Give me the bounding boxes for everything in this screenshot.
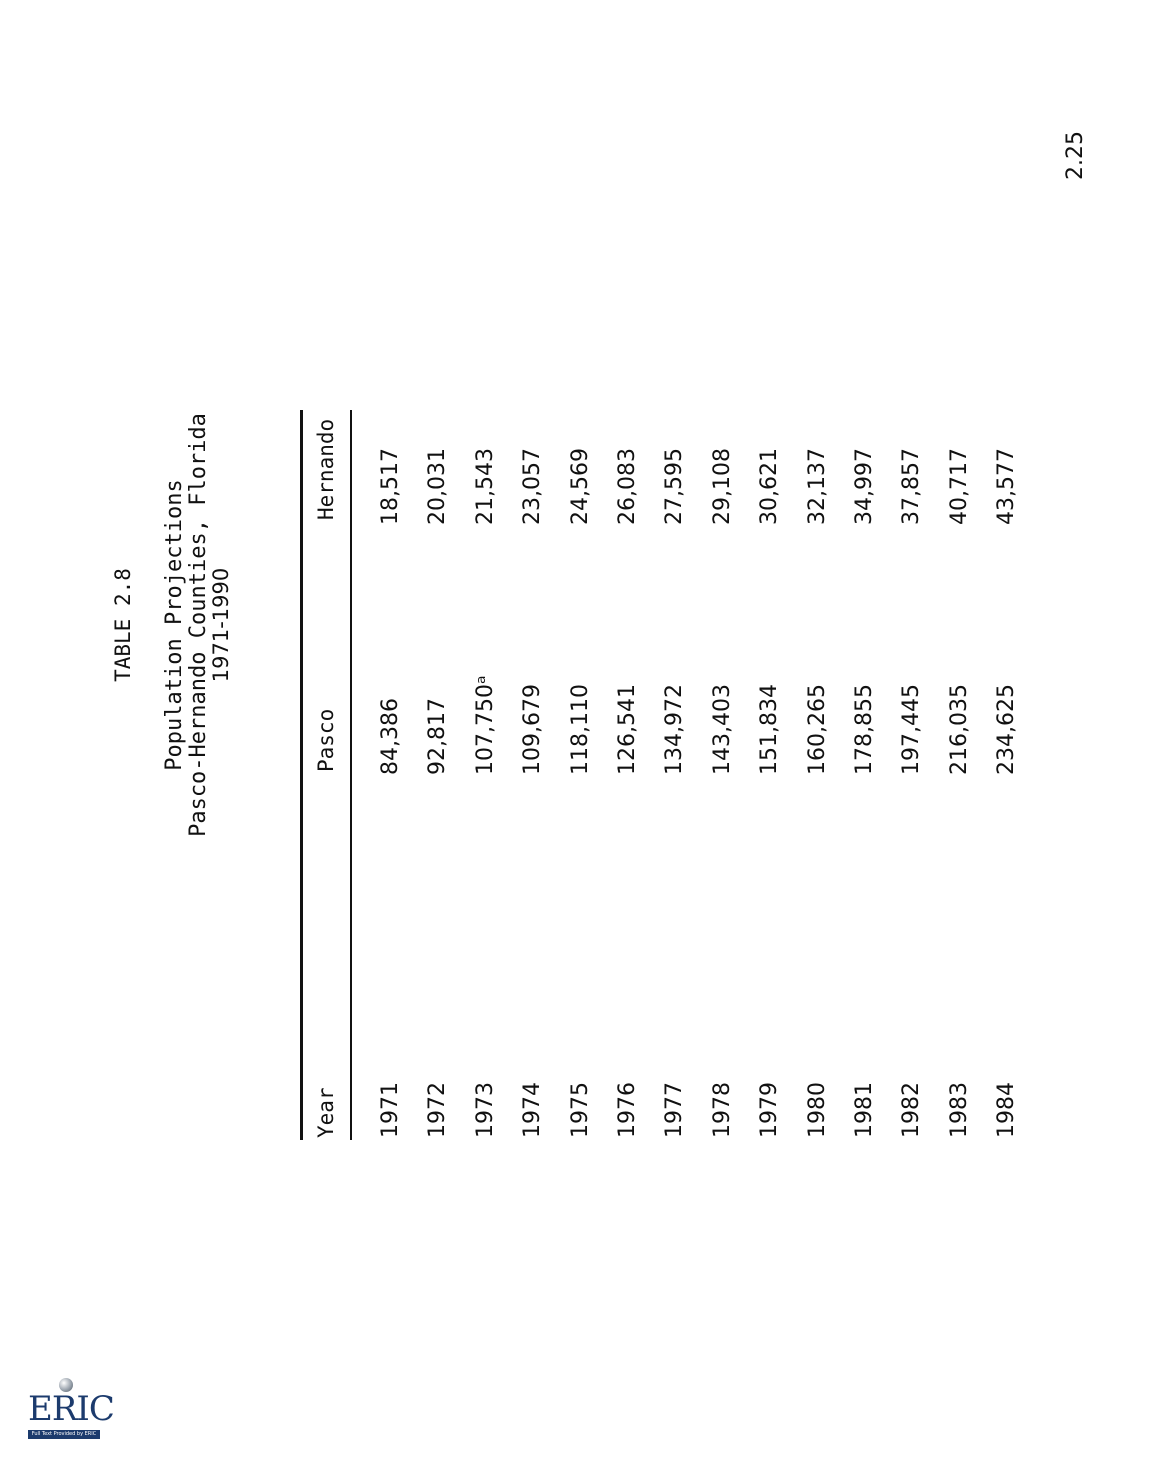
cell-pasco: 143,403: [709, 684, 735, 775]
table-header-rule: [350, 410, 352, 1140]
cell-hernando: 34,997: [851, 448, 877, 525]
cell-pasco: 84,386: [378, 698, 403, 775]
cell-pasco: 234,625: [994, 684, 1020, 775]
table-row: [805, 100, 852, 1150]
cell-year: 1982: [899, 1082, 925, 1138]
cell-year: 1978: [709, 1082, 735, 1138]
cell-hernando: 29,108: [709, 448, 735, 525]
cell-year: 1981: [851, 1082, 877, 1138]
cell-year: 1975: [567, 1082, 593, 1138]
cell-year: 1973: [472, 1082, 498, 1138]
table-row: [852, 100, 899, 1150]
cell-year: 1984: [994, 1082, 1020, 1138]
cell-hernando: 26,083: [614, 448, 640, 525]
cell-pasco: 107,750ᵃ: [472, 675, 498, 775]
cell-hernando: 18,517: [378, 448, 403, 525]
cell-year: 1983: [946, 1082, 972, 1138]
cell-hernando: 24,569: [567, 448, 593, 525]
table-body: [378, 100, 1041, 1150]
cell-hernando: 27,595: [662, 448, 688, 525]
cell-year: 1972: [425, 1082, 451, 1138]
column-header-year: Year: [314, 1087, 338, 1138]
cell-hernando: 37,857: [899, 448, 925, 525]
cell-pasco: 151,834: [757, 684, 783, 775]
cell-year: 1976: [614, 1082, 640, 1138]
cell-pasco: 118,110: [567, 684, 593, 775]
cell-pasco: 134,972: [662, 684, 688, 775]
table-subtitle: Pasco-Hernando Counties, Florida: [186, 413, 211, 837]
rotated-table-block: [110, 100, 1050, 1150]
cell-pasco: 92,817: [425, 698, 451, 775]
table-title: Population Projections: [162, 479, 187, 771]
table-row: [947, 100, 994, 1150]
cell-year: 1980: [804, 1082, 830, 1138]
table-row: [757, 100, 804, 1150]
cell-hernando: 32,137: [804, 448, 830, 525]
table-row: [662, 100, 709, 1150]
cell-hernando: 43,577: [994, 448, 1020, 525]
table-row: [994, 100, 1041, 1150]
cell-pasco: 109,679: [520, 684, 546, 775]
table-row: [378, 100, 425, 1150]
page-number: 2.25: [1063, 131, 1088, 180]
table-row: [425, 100, 472, 1150]
cell-year: 1971: [378, 1082, 403, 1138]
cell-pasco: 216,035: [946, 684, 972, 775]
table-top-rule: [300, 410, 303, 1140]
table-row: [568, 100, 615, 1150]
table-label: TABLE 2.8: [111, 568, 135, 682]
cell-pasco: 160,265: [804, 684, 830, 775]
cell-year: 1974: [520, 1082, 546, 1138]
cell-pasco: 197,445: [899, 684, 925, 775]
cell-pasco: 178,855: [851, 684, 877, 775]
table-row: [520, 100, 567, 1150]
cell-hernando: 20,031: [425, 448, 451, 525]
cell-hernando: 40,717: [946, 448, 972, 525]
table-year-range: 1971-1990: [209, 567, 233, 683]
cell-pasco: 126,541: [614, 684, 640, 775]
column-header-hernando: Hernando: [314, 418, 338, 520]
table-row: [615, 100, 662, 1150]
eric-logo-tagline: Full Text Provided by ERIC: [28, 1430, 100, 1439]
column-header-pasco: Pasco: [314, 708, 338, 772]
cell-year: 1977: [662, 1082, 688, 1138]
table-row: [710, 100, 757, 1150]
eric-logo-text: ERIC: [28, 1389, 114, 1429]
table-row: [899, 100, 946, 1150]
cell-year: 1979: [757, 1082, 783, 1138]
table-row: [473, 100, 520, 1150]
cell-hernando: 30,621: [757, 448, 783, 525]
cell-hernando: 21,543: [472, 448, 498, 525]
eric-logo: [28, 1378, 114, 1442]
cell-hernando: 23,057: [520, 448, 546, 525]
